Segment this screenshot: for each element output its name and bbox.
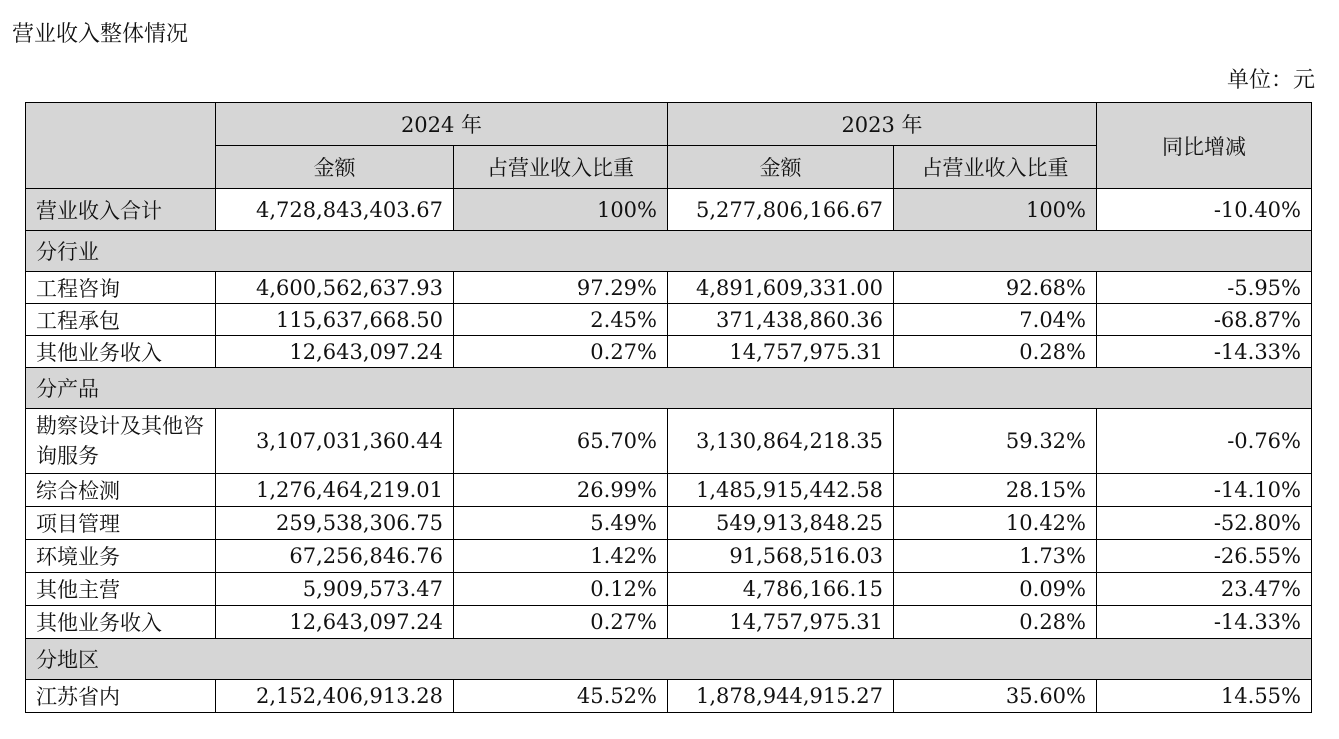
row-label: 项目管理: [26, 507, 216, 540]
header-row-years: [26, 103, 1312, 146]
amt-2023: 1,485,915,442.58: [668, 474, 894, 507]
amt-2023: 1,878,944,915.27: [668, 680, 894, 713]
section-row: [26, 368, 1312, 409]
pct-2024: 0.27%: [454, 336, 668, 368]
unit-label: 单位：元: [1226, 68, 1315, 93]
amt-2023: 371,438,860.36: [668, 304, 894, 336]
pct-2023: 59.32%: [894, 409, 1097, 474]
table-row: [26, 573, 1312, 606]
table-row: [26, 409, 1312, 474]
pct-2023: 1.73%: [894, 540, 1097, 573]
pct-2024: 5.49%: [454, 507, 668, 540]
amt-2024: 4,600,562,637.93: [216, 272, 454, 304]
table-row: [26, 540, 1312, 573]
amt-2023: 4,786,166.15: [668, 573, 894, 606]
pct-2024: 0.12%: [454, 573, 668, 606]
row-label: 江苏省内: [26, 680, 216, 713]
header-amount-2023: 金额: [668, 146, 894, 189]
pct-2024: 97.29%: [454, 272, 668, 304]
section-label: 分行业: [26, 231, 1312, 272]
yoy: 23.47%: [1097, 573, 1312, 606]
revenue-table: [25, 102, 1312, 713]
amt-2024: 67,256,846.76: [216, 540, 454, 573]
header-corner: [26, 103, 216, 189]
total-row: [26, 189, 1312, 231]
amt-2024: 12,643,097.24: [216, 606, 454, 639]
row-label: 勘察设计及其他咨询服务: [26, 409, 216, 474]
table-row: [26, 507, 1312, 540]
amt-2024: 259,538,306.75: [216, 507, 454, 540]
pct-2023: 0.28%: [894, 606, 1097, 639]
total-amt-2023: 5,277,806,166.67: [668, 189, 894, 231]
row-label: 综合检测: [26, 474, 216, 507]
yoy: -52.80%: [1097, 507, 1312, 540]
yoy: -14.33%: [1097, 606, 1312, 639]
section-row: [26, 231, 1312, 272]
section-label: 分地区: [26, 639, 1312, 680]
header-share-2023: 占营业收入比重: [894, 146, 1097, 189]
page-title: 营业收入整体情况: [12, 22, 189, 47]
table-row: [26, 474, 1312, 507]
pct-2024: 26.99%: [454, 474, 668, 507]
table-row: [26, 272, 1312, 304]
table-row: [26, 680, 1312, 713]
row-label: 其他主营: [26, 573, 216, 606]
amt-2023: 14,757,975.31: [668, 606, 894, 639]
header-yoy: 同比增减: [1097, 103, 1312, 189]
yoy: -68.87%: [1097, 304, 1312, 336]
pct-2023: 35.60%: [894, 680, 1097, 713]
yoy: -26.55%: [1097, 540, 1312, 573]
amt-2024: 3,107,031,360.44: [216, 409, 454, 474]
row-label: 其他业务收入: [26, 606, 216, 639]
table-row: [26, 606, 1312, 639]
amt-2023: 14,757,975.31: [668, 336, 894, 368]
yoy: -14.10%: [1097, 474, 1312, 507]
yoy: -5.95%: [1097, 272, 1312, 304]
row-label: 环境业务: [26, 540, 216, 573]
amt-2023: 549,913,848.25: [668, 507, 894, 540]
pct-2023: 92.68%: [894, 272, 1097, 304]
pct-2024: 0.27%: [454, 606, 668, 639]
pct-2024: 1.42%: [454, 540, 668, 573]
section-row: [26, 639, 1312, 680]
table-row: [26, 336, 1312, 368]
header-amount-2024: 金额: [216, 146, 454, 189]
pct-2023: 7.04%: [894, 304, 1097, 336]
pct-2023: 28.15%: [894, 474, 1097, 507]
yoy: 14.55%: [1097, 680, 1312, 713]
pct-2023: 10.42%: [894, 507, 1097, 540]
yoy: -0.76%: [1097, 409, 1312, 474]
row-label: 工程咨询: [26, 272, 216, 304]
row-label: 其他业务收入: [26, 336, 216, 368]
pct-2024: 2.45%: [454, 304, 668, 336]
total-pct-2023: 100%: [894, 189, 1097, 231]
amt-2023: 4,891,609,331.00: [668, 272, 894, 304]
yoy: -14.33%: [1097, 336, 1312, 368]
amt-2023: 3,130,864,218.35: [668, 409, 894, 474]
amt-2024: 1,276,464,219.01: [216, 474, 454, 507]
pct-2024: 65.70%: [454, 409, 668, 474]
pct-2023: 0.09%: [894, 573, 1097, 606]
amt-2024: 115,637,668.50: [216, 304, 454, 336]
pct-2024: 45.52%: [454, 680, 668, 713]
pct-2023: 0.28%: [894, 336, 1097, 368]
total-label: 营业收入合计: [26, 189, 216, 231]
header-share-2024: 占营业收入比重: [454, 146, 668, 189]
total-yoy: -10.40%: [1097, 189, 1312, 231]
header-year-2023: 2023 年: [668, 103, 1097, 146]
header-year-2024: 2024 年: [216, 103, 668, 146]
amt-2023: 91,568,516.03: [668, 540, 894, 573]
amt-2024: 5,909,573.47: [216, 573, 454, 606]
total-amt-2024: 4,728,843,403.67: [216, 189, 454, 231]
row-label: 工程承包: [26, 304, 216, 336]
total-pct-2024: 100%: [454, 189, 668, 231]
section-label: 分产品: [26, 368, 1312, 409]
table-row: [26, 304, 1312, 336]
amt-2024: 2,152,406,913.28: [216, 680, 454, 713]
amt-2024: 12,643,097.24: [216, 336, 454, 368]
